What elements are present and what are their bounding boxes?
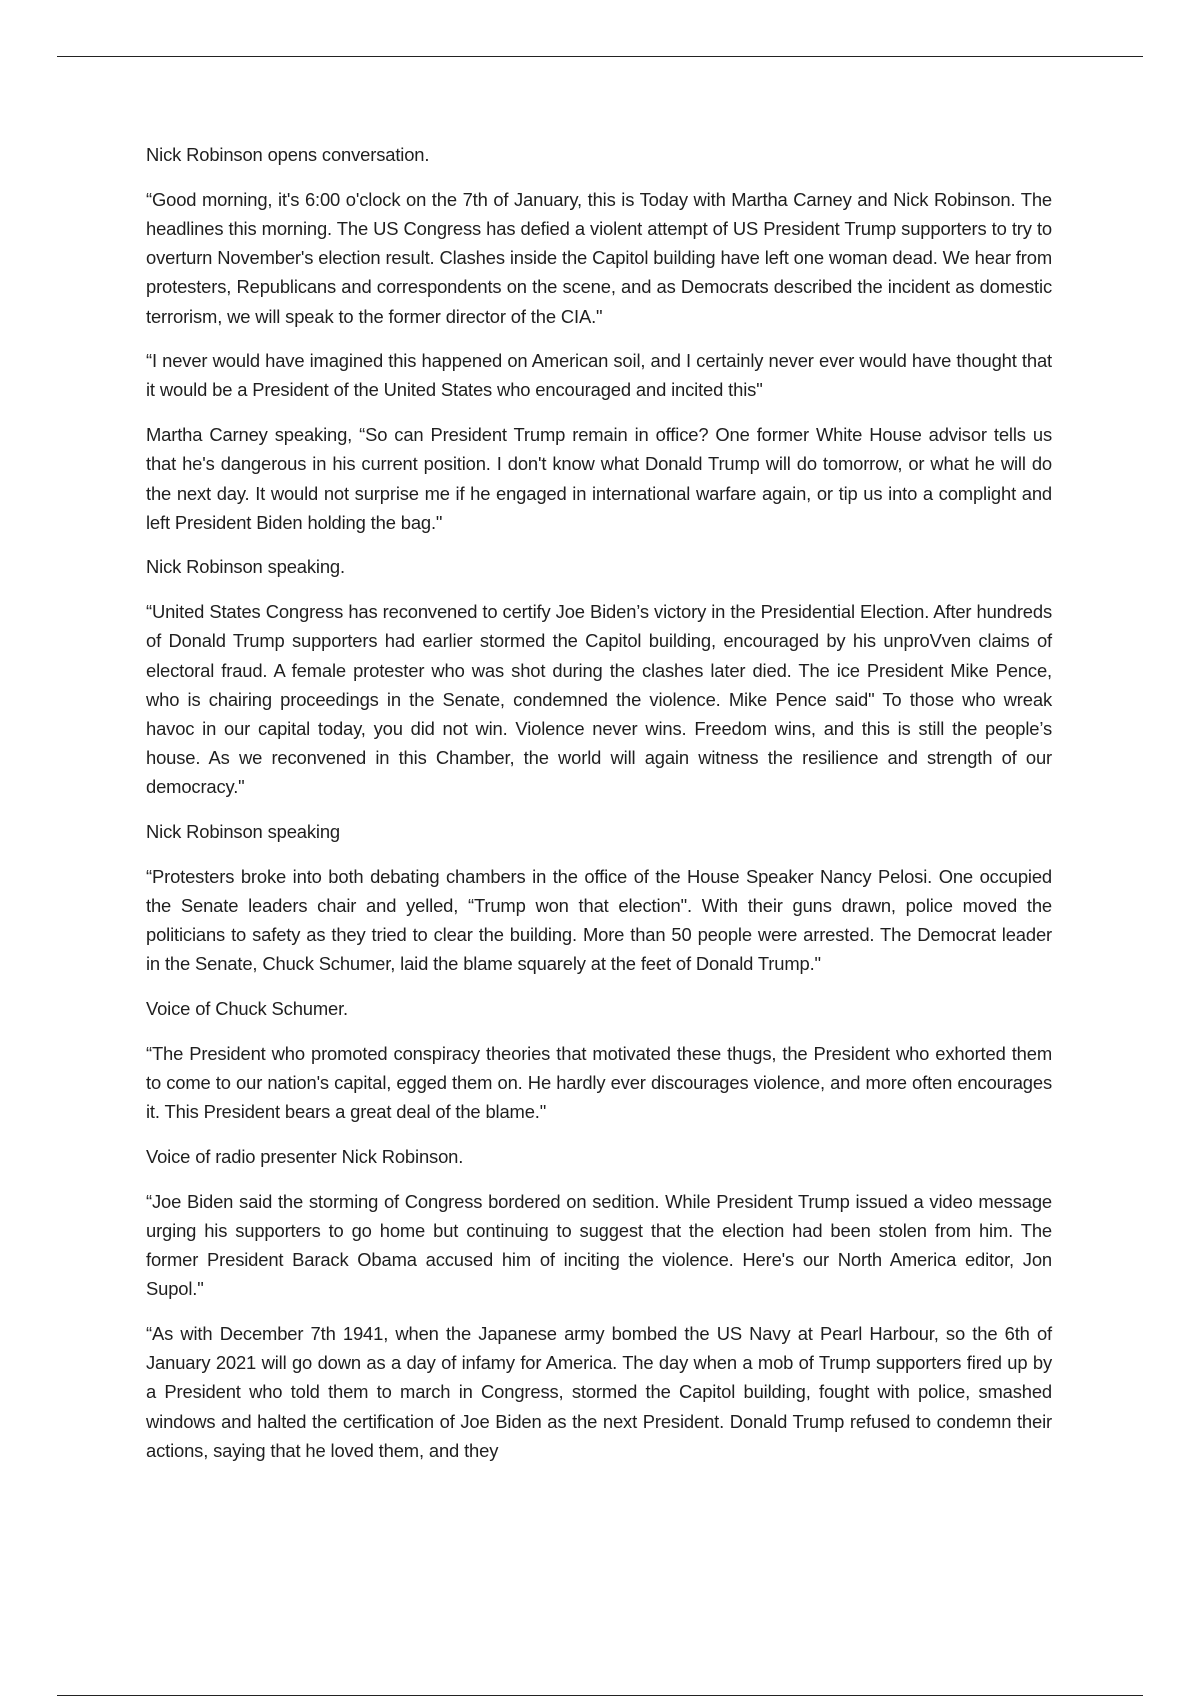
speaker-line: Voice of radio presenter Nick Robinson. — [146, 1145, 464, 1167]
quote-paragraph: Martha Carney speaking, “So can President Trump remain in office? One former White House advisor tells us that he's dangerous in his current position. I don't know what Donald Trump will do tomorrow, or what he will do the next day. It would not surprise me if he engaged in international warfare again, or tip us into a complight and left President Biden holding the bag." — [146, 424, 1052, 533]
quote-paragraph: “Good morning, it's 6:00 o'clock on the 7th of January, this is Today with Martha Carney and Nick Robinson. The headlines this morning. The US Congress has defied a violent attempt of US President Trump supporters to try to overturn November's election result. Clashes inside the Capitol building have left one woman dead. We hear from protesters, Republicans and correspondents on the scene, and as Democrats described the incident as domestic terrorism, we will speak to the former director of the CIA." — [146, 188, 1052, 327]
bottom-divider — [57, 1695, 1143, 1696]
speaker-line: Nick Robinson speaking — [146, 821, 340, 843]
speaker-line: Voice of Chuck Schumer. — [146, 998, 349, 1020]
quote-paragraph: “The President who promoted conspiracy theories that motivated these thugs, the President who exhorted them to come to our nation's capital, egged them on. He hardly ever discourages violence, and more often encourages it. This President bears a great deal of the blame." — [146, 1042, 1052, 1123]
quote-paragraph: “United States Congress has reconvened to certify Joe Biden’s victory in the Presidential Election. After hundreds of Donald Trump supporters had earlier stormed the Capitol building, encouraged by his unproVven claims of electoral fraud. A female protester who was shot during the clashes later died. The ice President Mike Pence, who is chairing proceedings in the Senate, condemned the violence. Mike Pence said" To those who wreak havoc in our capital today, you did not win. Violence never wins. Freedom wins, and this is still the people’s house. As we reconvened in this Chamber, the world will again witness the resilience and strength of our democracy." — [146, 601, 1052, 798]
quote-paragraph: “Joe Biden said the storming of Congress bordered on sedition. While President Trump issued a video message urging his supporters to go home but continuing to suggest that the election had been stolen from him. The former President Barack Obama accused him of inciting the violence. Here's our North America editor, Jon Supol." — [146, 1190, 1052, 1300]
speaker-line: Nick Robinson speaking. — [146, 556, 345, 578]
document-body — [146, 140, 1052, 1480]
quote-paragraph: “As with December 7th 1941, when the Japanese army bombed the US Navy at Pearl Harbour, so the 6th of January 2021 will go down as a day of infamy for America. The day when a mob of Trump supporters fired up by a President who told them to march in Congress, stormed the Capitol building, fought with police, smashed windows and halted the certification of Joe Biden as the next President. Donald Trump refused to condemn their actions, saying that he loved them, and they — [146, 1322, 1052, 1461]
quote-paragraph: “Protesters broke into both debating chambers in the office of the House Speaker Nancy Pelosi. One occupied the Senate leaders chair and yelled, “Trump won that election". With their guns drawn, police moved the politicians to safety as they tried to clear the building. More than 50 people were arrested. The Democrat leader in the Senate, Chuck Schumer, laid the blame squarely at the feet of Donald Trump." — [146, 865, 1052, 975]
quote-paragraph: “I never would have imagined this happened on American soil, and I certainly never ever would have thought that it would be a President of the United States who encouraged and incited this" — [146, 350, 1052, 401]
top-divider — [57, 56, 1143, 57]
speaker-line: Nick Robinson opens conversation. — [146, 144, 430, 165]
